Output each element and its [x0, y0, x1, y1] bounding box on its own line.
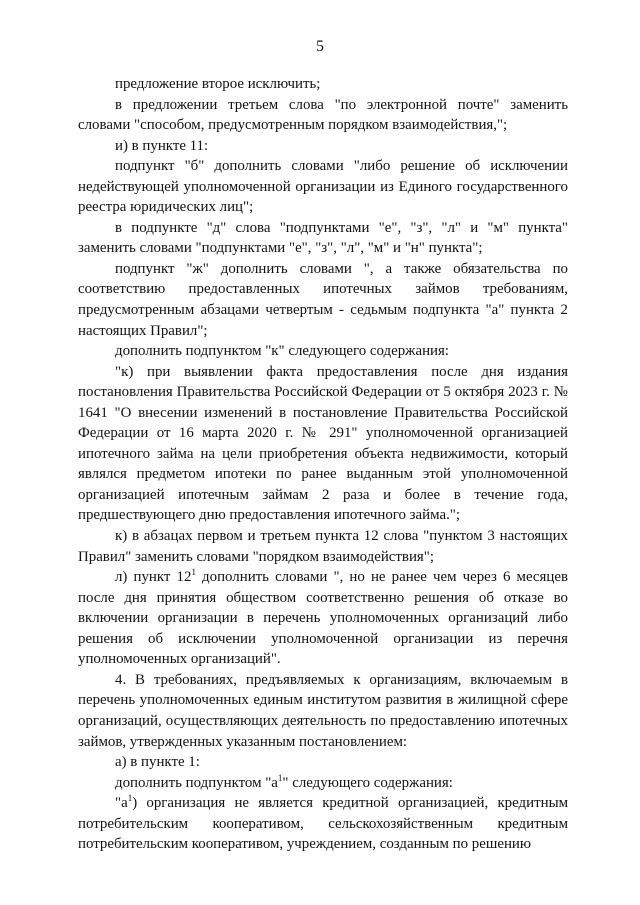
- paragraph-8: "к) при выявлении факта предоставления после дня издания постановления Правительства Российской Федерации от 5 октября 2023 г. № 1641 "О внесении изменений в постановление Правительства Российской Федерации от 16 марта 2020 г. № 291" уполномоченной организацией ипотечного займа на цели приобретения объекта недвижимости, который являлся предметом ипотеки по ранее выданным этой уполномоченной организацией ипотечным займам 2 раза и более в течение года, предшествующего дню предоставления ипотечного займа.";: [78, 363, 568, 524]
- paragraph-13: [78, 773, 568, 794]
- page-number: 5: [316, 38, 324, 55]
- superscript-1: 1: [277, 772, 283, 783]
- paragraph-3: и) в пункте 11:: [115, 137, 209, 154]
- paragraph-5: в подпункте "д" слова "подпунктами "е", "з", "л" и "м" пункта" заменить словами "подпунктами "е", "з", "л", "м" и "н" пункта";: [78, 219, 568, 257]
- paragraph-4: подпункт "б" дополнить словами "либо решение об исключении недействующей уполномоченной организации из Единого государственного реестра юридических лиц";: [78, 158, 568, 216]
- superscript-1: 1: [127, 793, 133, 804]
- paragraph-10-end: дополнить словами ", но не ранее чем через 6 месяцев после дня принятия обществом соответственно решения об отказе во включении организации в перечень уполномоченных организаций либо решения об исключении уполномоченной организации из перечня уполномоченных организаций".: [78, 569, 568, 668]
- document-body: [78, 74, 568, 855]
- paragraph-10: [78, 567, 568, 670]
- paragraph-14: [78, 793, 568, 855]
- paragraph-10-start: л) пункт 12: [115, 569, 192, 586]
- paragraph-12: а) в пункте 1:: [115, 754, 200, 771]
- paragraph-1: предложение второе исключить;: [115, 76, 321, 92]
- paragraph-14-end: ) организация не является кредитной организацией, кредитным потребительским кооперативом, сельскохозяйственным кредитным потребительским кооперативом, учреждением, созданным по решению: [78, 795, 568, 853]
- paragraph-9: к) в абзацах первом и третьем пункта 12 слова "пунктом 3 настоящих Правил" заменить словами "порядком взаимодействия";: [78, 528, 568, 565]
- paragraph-13-end: " следующего содержания:: [282, 774, 453, 791]
- paragraph-7: дополнить подпунктом "к" следующего содержания:: [115, 343, 449, 360]
- paragraph-2: в предложении третьем слова "по электронной почте" заменить словами "способом, предусмотренным порядком взаимодействия,";: [78, 96, 568, 134]
- superscript-1: 1: [191, 567, 196, 578]
- paragraph-11: 4. В требованиях, предъявляемых к организациям, включаемым в перечень уполномоченных единым институтом развития в жилищной сфере организаций, осуществляющих деятельность по предоставлению ипотечных займов, утвержденных указанным постановлением:: [78, 671, 568, 750]
- paragraph-14-start: "а: [115, 795, 128, 812]
- paragraph-6: подпункт "ж" дополнить словами ", а также обязательства по соответствию предоставленных ипотечных займов требованиям, предусмотренным абзацами четвертым - седьмым подпункта "а" пункта 2 настоящих Правил";: [78, 260, 568, 339]
- paragraph-13-start: дополнить подпунктом "а: [115, 774, 278, 791]
